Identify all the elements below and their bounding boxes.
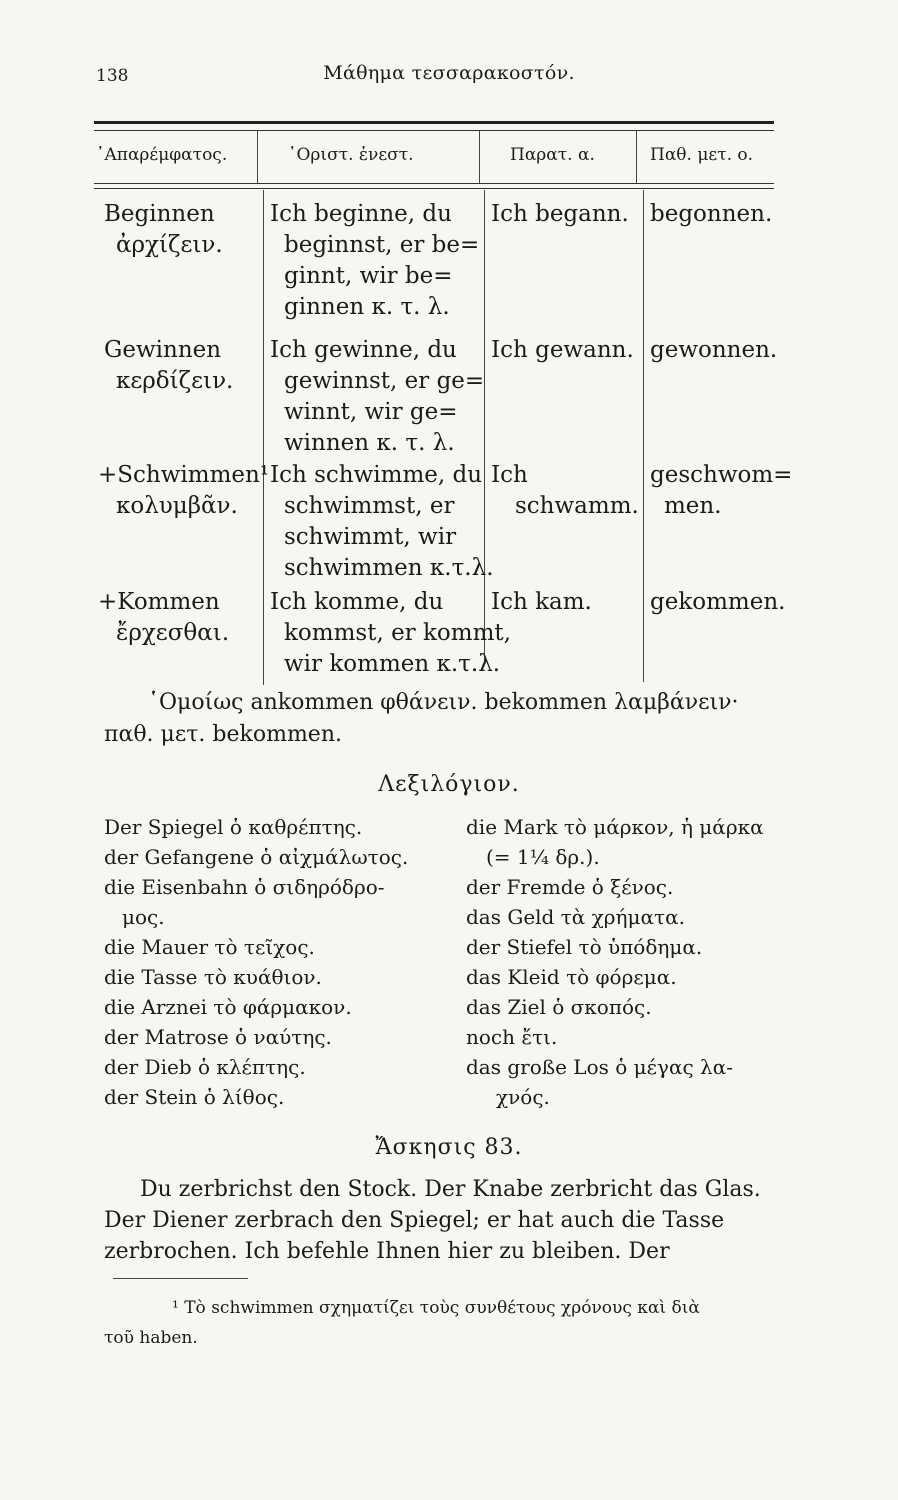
table-row-4-present: Ich komme, du kommst, er kommt, wir kommen κ.τ.λ.	[270, 589, 511, 677]
note-line-1: ῾Ομοίως ankommen φθάνειν. bekommen λαμβάνειν·	[148, 690, 739, 715]
exercise-line: Der Diener zerbrach den Spiegel; er hat auch die Tasse	[104, 1208, 725, 1233]
table-row-1-participle: begonnen.	[650, 201, 773, 227]
vocab-right-item: der Fremde ὁ ξένος.	[466, 875, 674, 899]
vocab-left-item: die Eisenbahn ὁ σιδηρόδρο-	[104, 875, 385, 899]
vocab-right-item: das Geld τὰ χρήματα.	[466, 905, 685, 929]
running-title: Μάθημα τεσσαρακοστόν.	[323, 62, 575, 84]
vocab-left-item: die Mauer τὸ τεῖχος.	[104, 935, 315, 959]
header-present: ῾Οριστ. ἐνεστ.	[288, 145, 414, 165]
vocab-left-item: der Dieb ὁ κλέπτης.	[104, 1055, 306, 1079]
table-header-rule	[94, 183, 774, 184]
vocab-right-item: der Stiefel τὸ ὑπόδημα.	[466, 935, 703, 959]
column-divider	[643, 190, 644, 682]
vocabulary-title: Λεξιλόγιον.	[378, 772, 520, 797]
header-participle: Παθ. μετ. ο.	[650, 145, 754, 165]
table-row-1-past: Ich begann.	[491, 201, 629, 227]
table-row-2-participle: gewonnen.	[650, 337, 778, 363]
table-top-thin-rule	[94, 130, 774, 131]
table-header-rule-2	[94, 188, 774, 189]
column-divider	[636, 131, 637, 183]
note-line-2: παθ. μετ. bekommen.	[104, 722, 342, 747]
table-row-1-infinitive: Beginnen ἀρχίζειν.	[104, 201, 223, 258]
vocab-right-item: die Mark τὸ μάρκον, ἡ μάρκα	[466, 815, 764, 839]
table-row-3-present: Ich schwimme, du schwimmst, er schwimmt, wir schwimmen κ.τ.λ.	[270, 462, 494, 581]
table-row-4-past: Ich kam.	[491, 589, 592, 615]
page-number: 138	[96, 66, 129, 86]
table-row-2-present: Ich gewinne, du gewinnst, er ge= winnt, wir ge= winnen κ. τ. λ.	[270, 337, 485, 456]
vocab-left-item: der Gefangene ὁ αἰχμάλωτος.	[104, 845, 409, 869]
table-row-4-participle: gekommen.	[650, 589, 786, 615]
vocab-right-item: das Ziel ὁ σκοπός.	[466, 995, 652, 1019]
header-past: Παρατ. α.	[510, 145, 595, 165]
table-top-rule	[94, 121, 774, 124]
vocab-left-item: die Tasse τὸ κυάθιον.	[104, 965, 322, 989]
footnote-line-2: τοῦ haben.	[104, 1328, 198, 1348]
table-row-3-participle: geschwom= men.	[650, 462, 793, 519]
vocab-left-item: der Matrose ὁ ναύτης.	[104, 1025, 332, 1049]
exercise-title: Ἄσκησις 83.	[375, 1135, 523, 1160]
header-infinitive: ᾿Απαρέμφατος.	[96, 145, 228, 165]
vocab-left-item: der Stein ὁ λίθος.	[104, 1085, 285, 1109]
vocab-right-item: χνός.	[496, 1085, 550, 1109]
table-row-1-present: Ich beginne, du beginnst, er be= ginnt, wir be= ginnen κ. τ. λ.	[270, 201, 480, 320]
table-row-3-past: Ich schwamm.	[491, 462, 639, 519]
column-divider	[263, 190, 264, 685]
column-divider	[479, 131, 480, 183]
exercise-line: Du zerbrichst den Stock. Der Knabe zerbricht das Glas.	[140, 1177, 761, 1202]
table-row-4-infinitive: +Kommen ἔρχεσθαι.	[98, 589, 230, 646]
table-row-3-infinitive: +Schwimmen¹ κολυμβᾶν.	[98, 462, 270, 519]
table-row-2-past: Ich gewann.	[491, 337, 634, 363]
column-divider	[257, 131, 258, 183]
vocab-left-item: μος.	[122, 905, 165, 929]
footnote-rule	[113, 1278, 248, 1279]
exercise-line: zerbrochen. Ich befehle Ihnen hier zu bleiben. Der	[104, 1239, 670, 1264]
footnote-line-1: ¹ Τὸ schwimmen σχηματίζει τοὺς συνθέτους χρόνους καὶ διὰ	[172, 1298, 700, 1318]
vocab-right-item: (= 1¼ δρ.).	[486, 845, 600, 869]
vocab-left-item: Der Spiegel ὁ καθρέπτης.	[104, 815, 363, 839]
table-row-2-infinitive: Gewinnen κερδίζειν.	[104, 337, 234, 394]
vocab-left-item: die Arznei τὸ φάρμακον.	[104, 995, 352, 1019]
vocab-right-item: das große Los ὁ μέγας λα-	[466, 1055, 733, 1079]
vocab-right-item: das Kleid τὸ φόρεμα.	[466, 965, 677, 989]
vocab-right-item: noch ἔτι.	[466, 1025, 558, 1049]
